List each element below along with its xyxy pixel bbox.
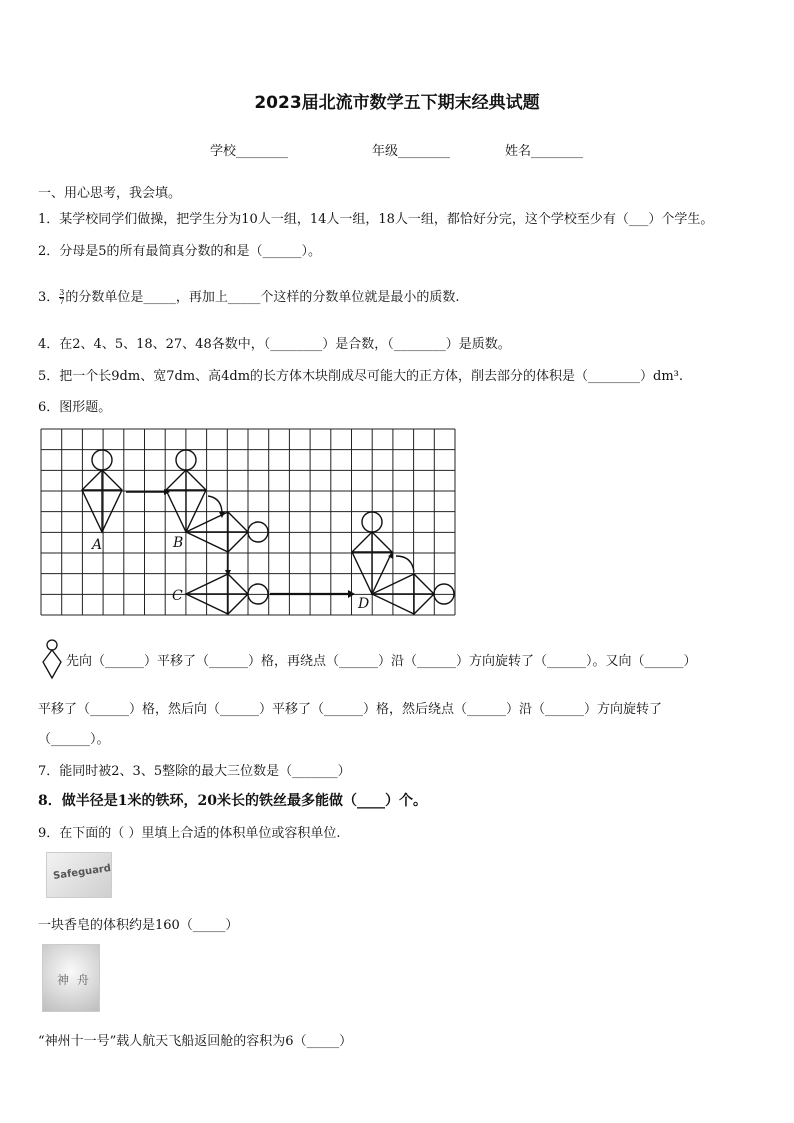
figure-a-head xyxy=(92,450,112,470)
question-6-line-1: 先向（______）平移了（______）格，再绕点（______）沿（______）方向旋转了（______）。又向（______） xyxy=(66,654,697,669)
question-9b: “神州十一号”载人航天飞船返回舱的容积为6（_____） xyxy=(38,1034,353,1049)
question-3-text: 的分数单位是_____，再加上_____个这样的分数单位就是最小的质数. xyxy=(65,290,460,305)
question-9a: 一块香皂的体积约是160（_____） xyxy=(38,918,239,933)
capsule-photo xyxy=(42,944,100,1012)
capsule-text: 神舟 xyxy=(57,973,98,987)
label-a: A xyxy=(92,537,103,553)
question-3-number: 3． xyxy=(38,290,60,305)
question-2: 2．分母是5的所有最简真分数的和是（______）。 xyxy=(38,244,322,259)
question-7: 7．能同时被2、3、5整除的最大三位数是（_______） xyxy=(38,764,351,779)
grade-field[interactable]: 年级________ xyxy=(372,144,451,159)
question-4: 4．在2、4、5、18、27、48各数中，（________）是合数，（________）是质数。 xyxy=(38,337,511,352)
question-6-line-2: 平移了（______）格，然后向（______）平移了（______）格，然后绕点（______）沿（______）方向旋转了 xyxy=(38,702,663,717)
fraction-denominator: 7 xyxy=(59,297,65,306)
name-field[interactable]: 姓名________ xyxy=(505,144,584,159)
question-9: 9．在下面的（ ）里填上合适的体积单位或容积单位. xyxy=(38,826,341,841)
fraction xyxy=(59,289,64,306)
label-b: B xyxy=(173,535,184,551)
small-kite-figure xyxy=(40,638,64,682)
question-6: 6．图形题。 xyxy=(38,400,112,415)
question-8: 8．做半径是1米的铁环，20米长的铁丝最多能做（____）个。 xyxy=(38,793,427,809)
soap-brand: Safeguard xyxy=(52,863,112,882)
question-3 xyxy=(38,286,460,306)
grid-lines xyxy=(41,429,455,615)
section-heading: 一、用心思考，我会填。 xyxy=(38,186,182,201)
page-title: 2023届北流市数学五下期末经典试题 xyxy=(254,93,540,113)
fraction-numerator: 3 xyxy=(59,288,65,297)
transformation-grid-figure xyxy=(40,428,456,616)
rotate-arrow-d xyxy=(396,556,414,572)
school-field[interactable]: 学校________ xyxy=(210,144,289,159)
soap-photo xyxy=(46,852,112,898)
label-c: C xyxy=(172,588,183,604)
question-1: 1．某学校同学们做操，把学生分为10人一组，14人一组，18人一组，都恰好分完，这个学校至少有（___）个学生。 xyxy=(38,212,714,227)
question-6-line-3: （______）。 xyxy=(38,732,110,747)
label-d: D xyxy=(358,596,370,612)
question-5: 5．把一个长9dm、宽7dm、高4dm的长方体木块削成尽可能大的正方体，削去部分的体积是（________）dm³. xyxy=(38,369,684,384)
